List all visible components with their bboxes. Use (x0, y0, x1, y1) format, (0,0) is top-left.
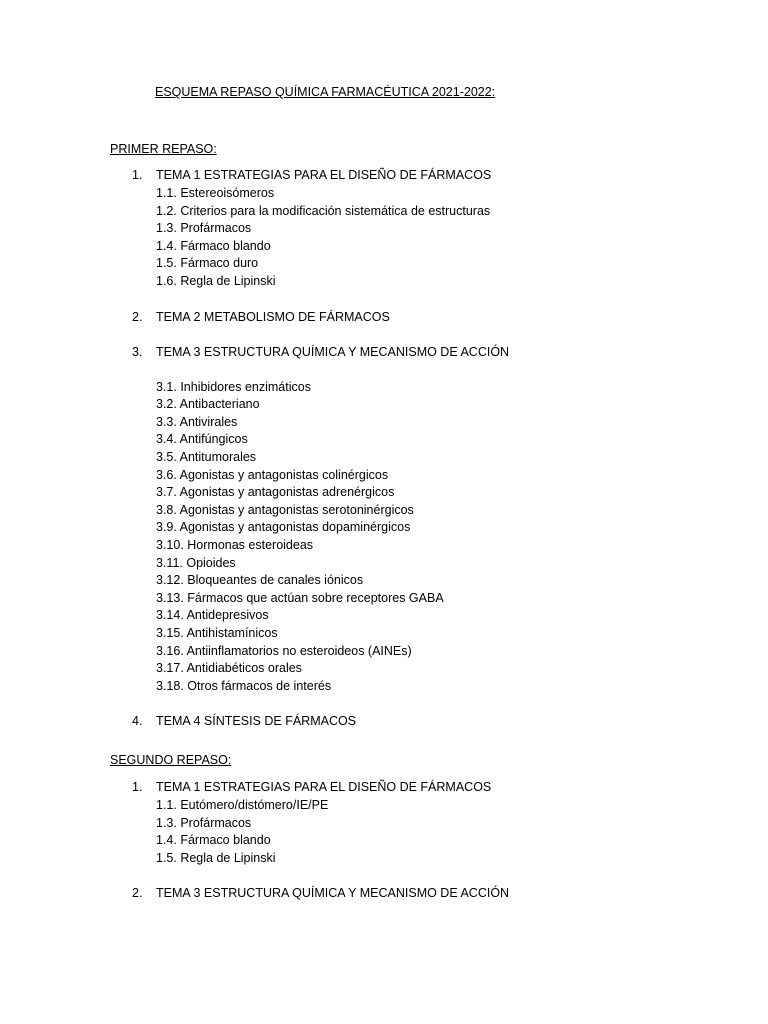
tema-item (132, 886, 509, 900)
tema-item (132, 310, 390, 324)
subitem: 3.7. Agonistas y antagonistas adrenérgicos (156, 485, 395, 499)
tema-label: TEMA 2 METABOLISMO DE FÁRMACOS (156, 310, 390, 324)
subitem: 1.6. Regla de Lipinski (156, 274, 276, 288)
subitem: 3.4. Antifúngicos (156, 432, 248, 446)
tema-number: 3. (132, 345, 143, 359)
subitem: 3.17. Antidiabéticos orales (156, 661, 302, 675)
tema-item (132, 345, 509, 359)
subitem: 3.16. Antiinflamatorios no esteroideos (AINEs) (156, 644, 412, 658)
subitem: 1.2. Criterios para la modificación sistemática de estructuras (156, 204, 491, 218)
tema-label: TEMA 1 ESTRATEGIAS PARA EL DISEÑO DE FÁRMACOS (156, 780, 492, 794)
tema-item (132, 780, 491, 794)
subitem: 1.3. Profármacos (156, 221, 252, 235)
tema-label: TEMA 4 SÍNTESIS DE FÁRMACOS (156, 714, 357, 728)
subitem: 3.2. Antibacteriano (156, 397, 260, 411)
subitem: 3.3. Antivirales (156, 415, 238, 429)
tema-item (132, 714, 356, 728)
subitem: 1.5. Fármaco duro (156, 256, 259, 270)
subitem: 3.5. Antitumorales (156, 450, 257, 464)
tema-number: 2. (132, 310, 143, 324)
subitem: 3.18. Otros fármacos de interés (156, 679, 332, 693)
subitem: 3.6. Agonistas y antagonistas colinérgicos (156, 468, 389, 482)
subitem: 1.1. Eutómero/distómero/IE/PE (156, 798, 329, 812)
tema-number: 1. (132, 168, 143, 182)
subitem: 1.4. Fármaco blando (156, 239, 271, 253)
section-heading-segundo: SEGUNDO REPASO: (110, 753, 232, 767)
tema-number: 1. (132, 780, 143, 794)
tema-item (132, 168, 491, 182)
document-title: ESQUEMA REPASO QUÍMICA FARMACÉUTICA 2021-2022: (155, 85, 496, 99)
subitem: 1.3. Profármacos (156, 816, 252, 830)
subitem: 3.15. Antihistamínicos (156, 626, 278, 640)
tema-label: TEMA 3 ESTRUCTURA QUÍMICA Y MECANISMO DE ACCIÓN (156, 345, 510, 359)
subitem: 3.10. Hormonas esteroideas (156, 538, 314, 552)
subitem: 3.1. Inhibidores enzimáticos (156, 380, 311, 394)
tema-number: 4. (132, 714, 143, 728)
tema-number: 2. (132, 886, 143, 900)
subitem: 3.9. Agonistas y antagonistas dopaminérgicos (156, 520, 411, 534)
tema-label: TEMA 3 ESTRUCTURA QUÍMICA Y MECANISMO DE ACCIÓN (156, 886, 510, 900)
subitem: 3.11. Opioides (156, 556, 236, 570)
subitem: 3.12. Bloqueantes de canales iónicos (156, 573, 364, 587)
subitem: 3.8. Agonistas y antagonistas serotoninérgicos (156, 503, 414, 517)
subitem: 1.1. Estereoisómeros (156, 186, 275, 200)
section-heading-primer: PRIMER REPASO: (110, 142, 217, 156)
subitem: 3.14. Antidepresivos (156, 608, 269, 622)
subitem: 1.4. Fármaco blando (156, 833, 271, 847)
tema-label: TEMA 1 ESTRATEGIAS PARA EL DISEÑO DE FÁRMACOS (156, 168, 492, 182)
subitem: 3.13. Fármacos que actúan sobre receptores GABA (156, 591, 444, 605)
subitem: 1.5. Regla de Lipinski (156, 851, 276, 865)
